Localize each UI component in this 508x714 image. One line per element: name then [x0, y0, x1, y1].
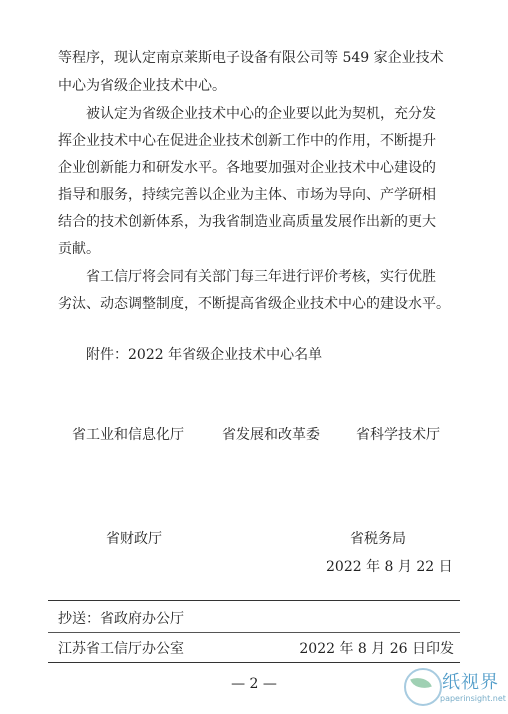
signature-ndrc: 省发展和改革委 — [222, 427, 320, 443]
cc-line: 抄送：省政府办公厅 — [58, 611, 184, 627]
footer-top-rule — [48, 600, 460, 601]
signature-tax: 省税务局 — [350, 531, 406, 547]
body-line-3: 被认定为省级企业技术中心的企业要以此为契机，充分发 — [86, 106, 436, 122]
body-line-5: 企业创新能力和研发水平。各地要加强对企业技术中心建设的 — [58, 160, 436, 176]
body-line-6: 指导和服务，持续完善以企业为主体、市场为导向、产学研相 — [58, 187, 436, 203]
watermark — [400, 666, 506, 710]
signature-most: 省科学技术厅 — [356, 427, 440, 443]
signature-finance: 省财政厅 — [106, 531, 162, 547]
footer-middle-rule — [48, 632, 460, 633]
page-number: — 2 — — [231, 676, 277, 692]
body-line-4: 挥企业技术中心在促进企业技术创新工作中的作用，不断提升 — [58, 133, 436, 149]
signature-date: 2022 年 8 月 22 日 — [326, 559, 453, 575]
body-line-2: 中心为省级企业技术中心。 — [58, 78, 226, 94]
body-line-9: 省工信厅将会同有关部门每三年进行评价考核，实行优胜 — [86, 269, 436, 285]
body-line-8: 贡献。 — [58, 241, 100, 257]
print-date: 2022 年 8 月 26 日印发 — [299, 641, 454, 657]
watermark-url: paperinsight.net — [440, 694, 506, 703]
footer-bottom-rule — [48, 662, 460, 663]
signature-miit: 省工业和信息化厅 — [72, 427, 184, 443]
attachment-line: 附件：2022 年省级企业技术中心名单 — [86, 347, 323, 363]
watermark-title: 纸视界 — [442, 672, 499, 693]
body-line-7: 结合的技术创新体系，为我省制造业高质量发展作出新的更大 — [58, 214, 436, 230]
body-line-10: 劣汰、动态调整制度，不断提高省级企业技术中心的建设水平。 — [58, 296, 450, 312]
issuer: 江苏省工信厅办公室 — [58, 641, 184, 657]
body-line-1: 等程序，现认定南京莱斯电子设备有限公司等 549 家企业技术 — [58, 50, 444, 66]
